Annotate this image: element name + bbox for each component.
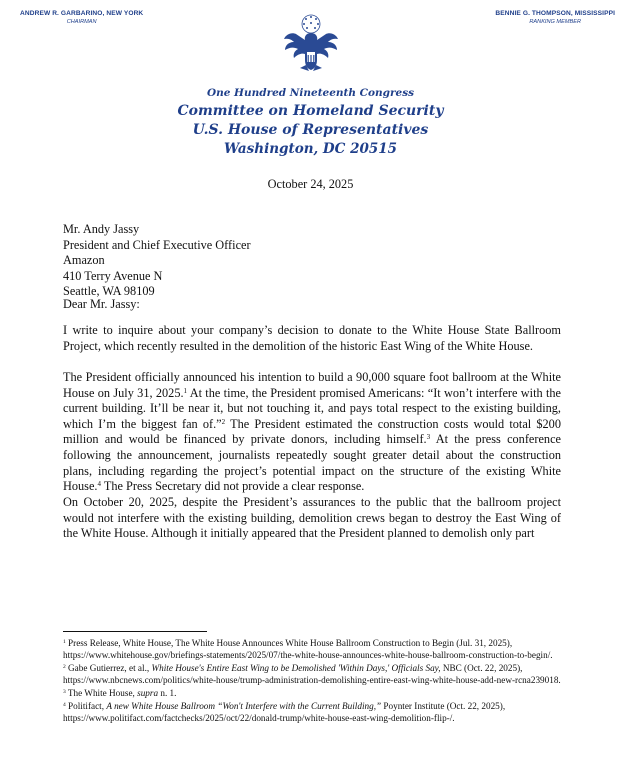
- footnote-ref-3: 3: [426, 433, 431, 442]
- ranking-member-role: RANKING MEMBER: [529, 19, 581, 25]
- recipient-address: [63, 222, 251, 300]
- footnote-text: Gabe Gutierrez, et al.,: [65, 662, 152, 673]
- ranking-member-name: BENNIE G. THOMPSON, MISSISSIPPI: [495, 10, 615, 17]
- p2-text-e: The Press Secretary did not provide a clear response.: [101, 479, 365, 494]
- letterhead-committee: Committee on Homeland Security: [177, 103, 444, 119]
- footnote-italic: White House's Entire East Wing to be Demolished 'Within Days,' Officials Say,: [151, 662, 441, 673]
- footnote-ref-4: 4: [97, 480, 101, 489]
- footnote-divider: [63, 631, 207, 632]
- recipient-title: President and Chief Executive Officer: [63, 237, 251, 252]
- letterhead-address: Washington, DC 20515: [223, 141, 398, 157]
- p2-text-d: At the press conference following the announcement, journalists repeatedly sought greater detail about the construction plans, including regarding the project’s potential impact on the structure of the existing White House.: [63, 432, 561, 494]
- body-paragraph-2: [63, 370, 561, 495]
- p2-text-a: The President officially announced his intention to build a 90,000 square foot ballroom at the White House on July 31, 2025.: [63, 370, 561, 400]
- letterhead-house: U.S. House of Representatives: [192, 122, 429, 138]
- recipient-company: Amazon: [63, 253, 105, 268]
- recipient-name: Mr. Andy Jassy: [63, 222, 140, 236]
- footnote-4: [63, 701, 563, 725]
- footnote-2: [63, 663, 563, 687]
- chairman-name: ANDREW R. GARBARINO, NEW YORK: [20, 10, 144, 17]
- footnotes: [63, 638, 563, 726]
- chairman-role: CHAIRMAN: [66, 19, 97, 25]
- salutation: Dear Mr. Jassy:: [63, 297, 140, 311]
- footnote-ref-2: 2: [221, 417, 226, 426]
- footnote-text: The White House,: [65, 687, 138, 698]
- footnote-text: Press Release, White House, The White House Announces White House Ballroom Construction to Begin (Jul. 31, 2025), https://www.whitehouse.gov/briefings-statements/2025/07/the-white-house-announces-white-house-ballroom-construction-to-begin/.: [63, 638, 553, 660]
- footnote-number: 3: [63, 688, 66, 695]
- footnote-number: 1: [63, 639, 66, 645]
- letterhead-congress: One Hundred Nineteenth Congress: [206, 87, 415, 99]
- footnote-3: [63, 688, 563, 700]
- footnote-text-post: NBC (Oct. 22, 2025), https://www.nbcnews.com/politics/white-house/trump-administration-demolishing-entire-east-wing-white-house-add-new-rcna239018.: [63, 662, 561, 685]
- footnote-number: 2: [63, 663, 66, 670]
- letter-date: October 24, 2025: [267, 177, 354, 191]
- p2-text-c: The President estimated the construction costs would total $200 million and would be financed by private donors, including himself.: [63, 416, 561, 447]
- footnote-1: [63, 638, 563, 662]
- ranking-member-header: [495, 9, 615, 27]
- footnote-ref-1: 1: [183, 386, 188, 395]
- body-paragraph-3: On October 20, 2025, despite the President’s assurances to the public that the ballroom project would not interfere with the existing building, demolition crews began to destroy the East Wing of the White House. Although it initially appeared that the President planned to demolish only part: [63, 495, 561, 541]
- footnote-italic: A new White House Ballroom “Won't Interfere with the Current Building,”: [106, 700, 382, 711]
- body-paragraph-1: I write to inquire about your company’s decision to donate to the White House State Ballroom Project, which recently resulted in the demolition of the historic East Wing of the White House.: [63, 323, 561, 353]
- footnote-text-post: n. 1.: [158, 687, 177, 698]
- footnote-text-post: Poynter Institute (Oct. 22, 2025), https://www.politifact.com/factchecks/2025/oct/22/donald-trump/white-house-east-wing-demolition-flip-/.: [63, 700, 506, 723]
- footnote-text: Politifact,: [65, 700, 107, 711]
- chairman-header: [20, 9, 143, 27]
- p2-text-b: At the time, the President promised Americans: “It won’t interfere with the current building. It’ll be near it, but not touching it, and pays total respect to the existing building, which I’m the biggest fan of.”: [63, 385, 561, 431]
- footnote-italic: supra: [137, 687, 159, 698]
- footnote-number: 4: [63, 701, 66, 708]
- us-congress-seal-icon: [276, 8, 346, 78]
- recipient-city: Seattle, WA 98109: [63, 284, 155, 299]
- recipient-street: 410 Terry Avenue N: [63, 268, 163, 283]
